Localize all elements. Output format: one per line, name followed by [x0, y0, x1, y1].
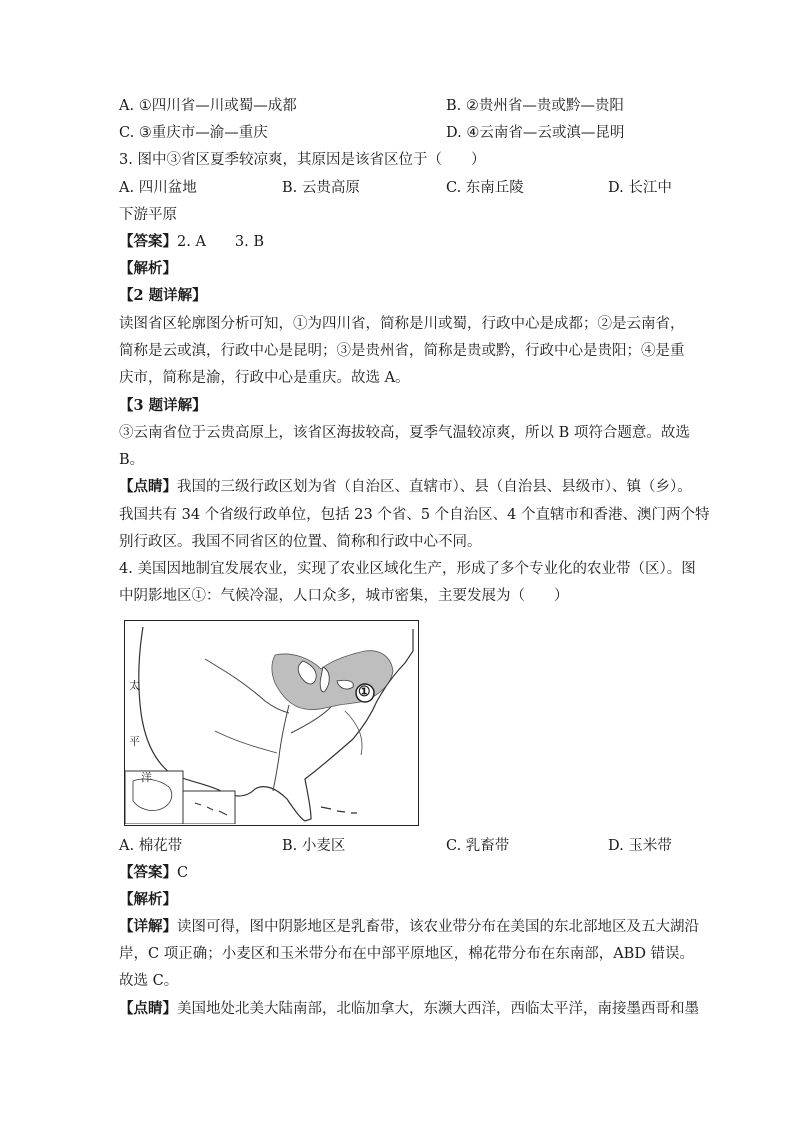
ohio-river [291, 707, 331, 733]
us-agriculture-map [124, 620, 419, 826]
detail-text: 读图可得，图中阴影地区是乳畜带，该农业带分布在美国的东北部地区及五大湖沿 [177, 919, 699, 935]
option-a: A. ①四川省—川或蜀—成都 [119, 98, 297, 114]
q4-option-a: A. 棉花带 [119, 838, 183, 854]
option-b: B. ②贵州省—贵或黔—贵阳 [446, 98, 624, 114]
answer-1 [119, 232, 264, 252]
tip-text: 美国地处北美大陆南部，北临加拿大，东濒大西洋，西临太平洋，南接墨西哥和墨 [177, 1001, 699, 1017]
q3-option-c: C. 东南丘陵 [446, 180, 524, 196]
detail-4-line-1 [119, 917, 699, 937]
q3-option-d: D. 长江中 [608, 180, 672, 196]
tip-label: 【点睛】 [119, 1000, 177, 1017]
mississippi-river [273, 705, 289, 791]
detail-2-line-1: 读图省区轮廓图分析可知，①为四川省，简称是川或蜀，行政中心是成都；②是云南省， [119, 316, 685, 332]
analysis-label-2: 【解析】 [119, 891, 177, 908]
map-marker-1: ① [358, 684, 371, 700]
tip-text: 我国的三级行政区划为省（自治区、直辖市）、县（自治县、县级市）、镇（乡）。 [177, 479, 692, 495]
q4-option-b: B. 小麦区 [282, 838, 346, 854]
q4-line-2: 中阴影地区①：气候冷湿，人口众多，城市密集，主要发展为（ ） [119, 588, 569, 604]
option-c: C. ③重庆市—渝—重庆 [119, 125, 268, 141]
tip-1-line-2: 我国共有 34 个省级行政单位，包括 23 个省、5 个自治区、4 个直辖市和香港、澳门两个特 [119, 507, 710, 523]
detail-2-title: 【2 题详解】 [119, 287, 207, 304]
map-label-ping: 平 [129, 735, 140, 748]
answer-2 [119, 863, 188, 883]
detail-3-line-1: ③云南省位于云贵高原上，该省区海拔较高，夏季气温较凉爽，所以 B 项符合题意。故选 [119, 425, 690, 441]
detail-label: 【详解】 [119, 918, 177, 935]
answer-label: 【答案】 [119, 233, 177, 250]
q4-option-d: D. 玉米带 [608, 838, 672, 854]
answer-text: C [177, 865, 189, 881]
detail-2-line-2: 简称是云或滇，行政中心是昆明；③是贵州省，简称是贵或黔，行政中心是贵阳；④是重 [119, 343, 685, 359]
q3-stem: 3. 图中③省区夏季较凉爽，其原因是该省区位于（ ） [119, 152, 486, 168]
analysis-label-1: 【解析】 [119, 260, 177, 277]
q4-line-1: 4. 美国因地制宜发展农业，实现了农业区域化生产，形成了多个专业化的农业带（区）。图 [119, 561, 696, 577]
tip-2-line-1 [119, 999, 699, 1019]
answer-label: 【答案】 [119, 864, 177, 881]
map-drawing [125, 621, 417, 824]
tip-label: 【点睛】 [119, 478, 177, 495]
other-river [215, 731, 277, 753]
q3-option-a: A. 四川盆地 [119, 180, 197, 196]
caribbean-islands [321, 807, 357, 813]
option-d: D. ④云南省—云或滇—昆明 [446, 125, 625, 141]
tip-1-line-3: 别行政区。我国不同省区的位置、简称和行政中心不同。 [119, 534, 482, 550]
detail-3-line-2: B。 [119, 452, 145, 468]
dairy-belt-shading [272, 651, 393, 710]
q4-option-c: C. 乳畜带 [446, 838, 510, 854]
map-label-yang: 洋 [141, 771, 152, 784]
q3-option-d-cont: 下游平原 [119, 207, 177, 223]
map-label-tai: 太 [129, 679, 140, 692]
detail-3-title: 【3 题详解】 [119, 397, 207, 414]
answer-text: 2. A 3. B [177, 234, 265, 250]
inset-alaska [125, 771, 183, 824]
tip-1-line-1 [119, 477, 692, 497]
q3-option-b: B. 云贵高原 [282, 180, 360, 196]
appalachian-line [345, 711, 362, 755]
detail-2-line-3: 庆市，简称是渝，行政中心是重庆。故选 A。 [119, 370, 410, 386]
detail-4-line-2: 岸，C 项正确；小麦区和玉米带分布在中部平原地区，棉花带分布在东南部，ABD 错误。 [119, 946, 695, 962]
detail-4-line-3: 故选 C。 [119, 973, 179, 989]
